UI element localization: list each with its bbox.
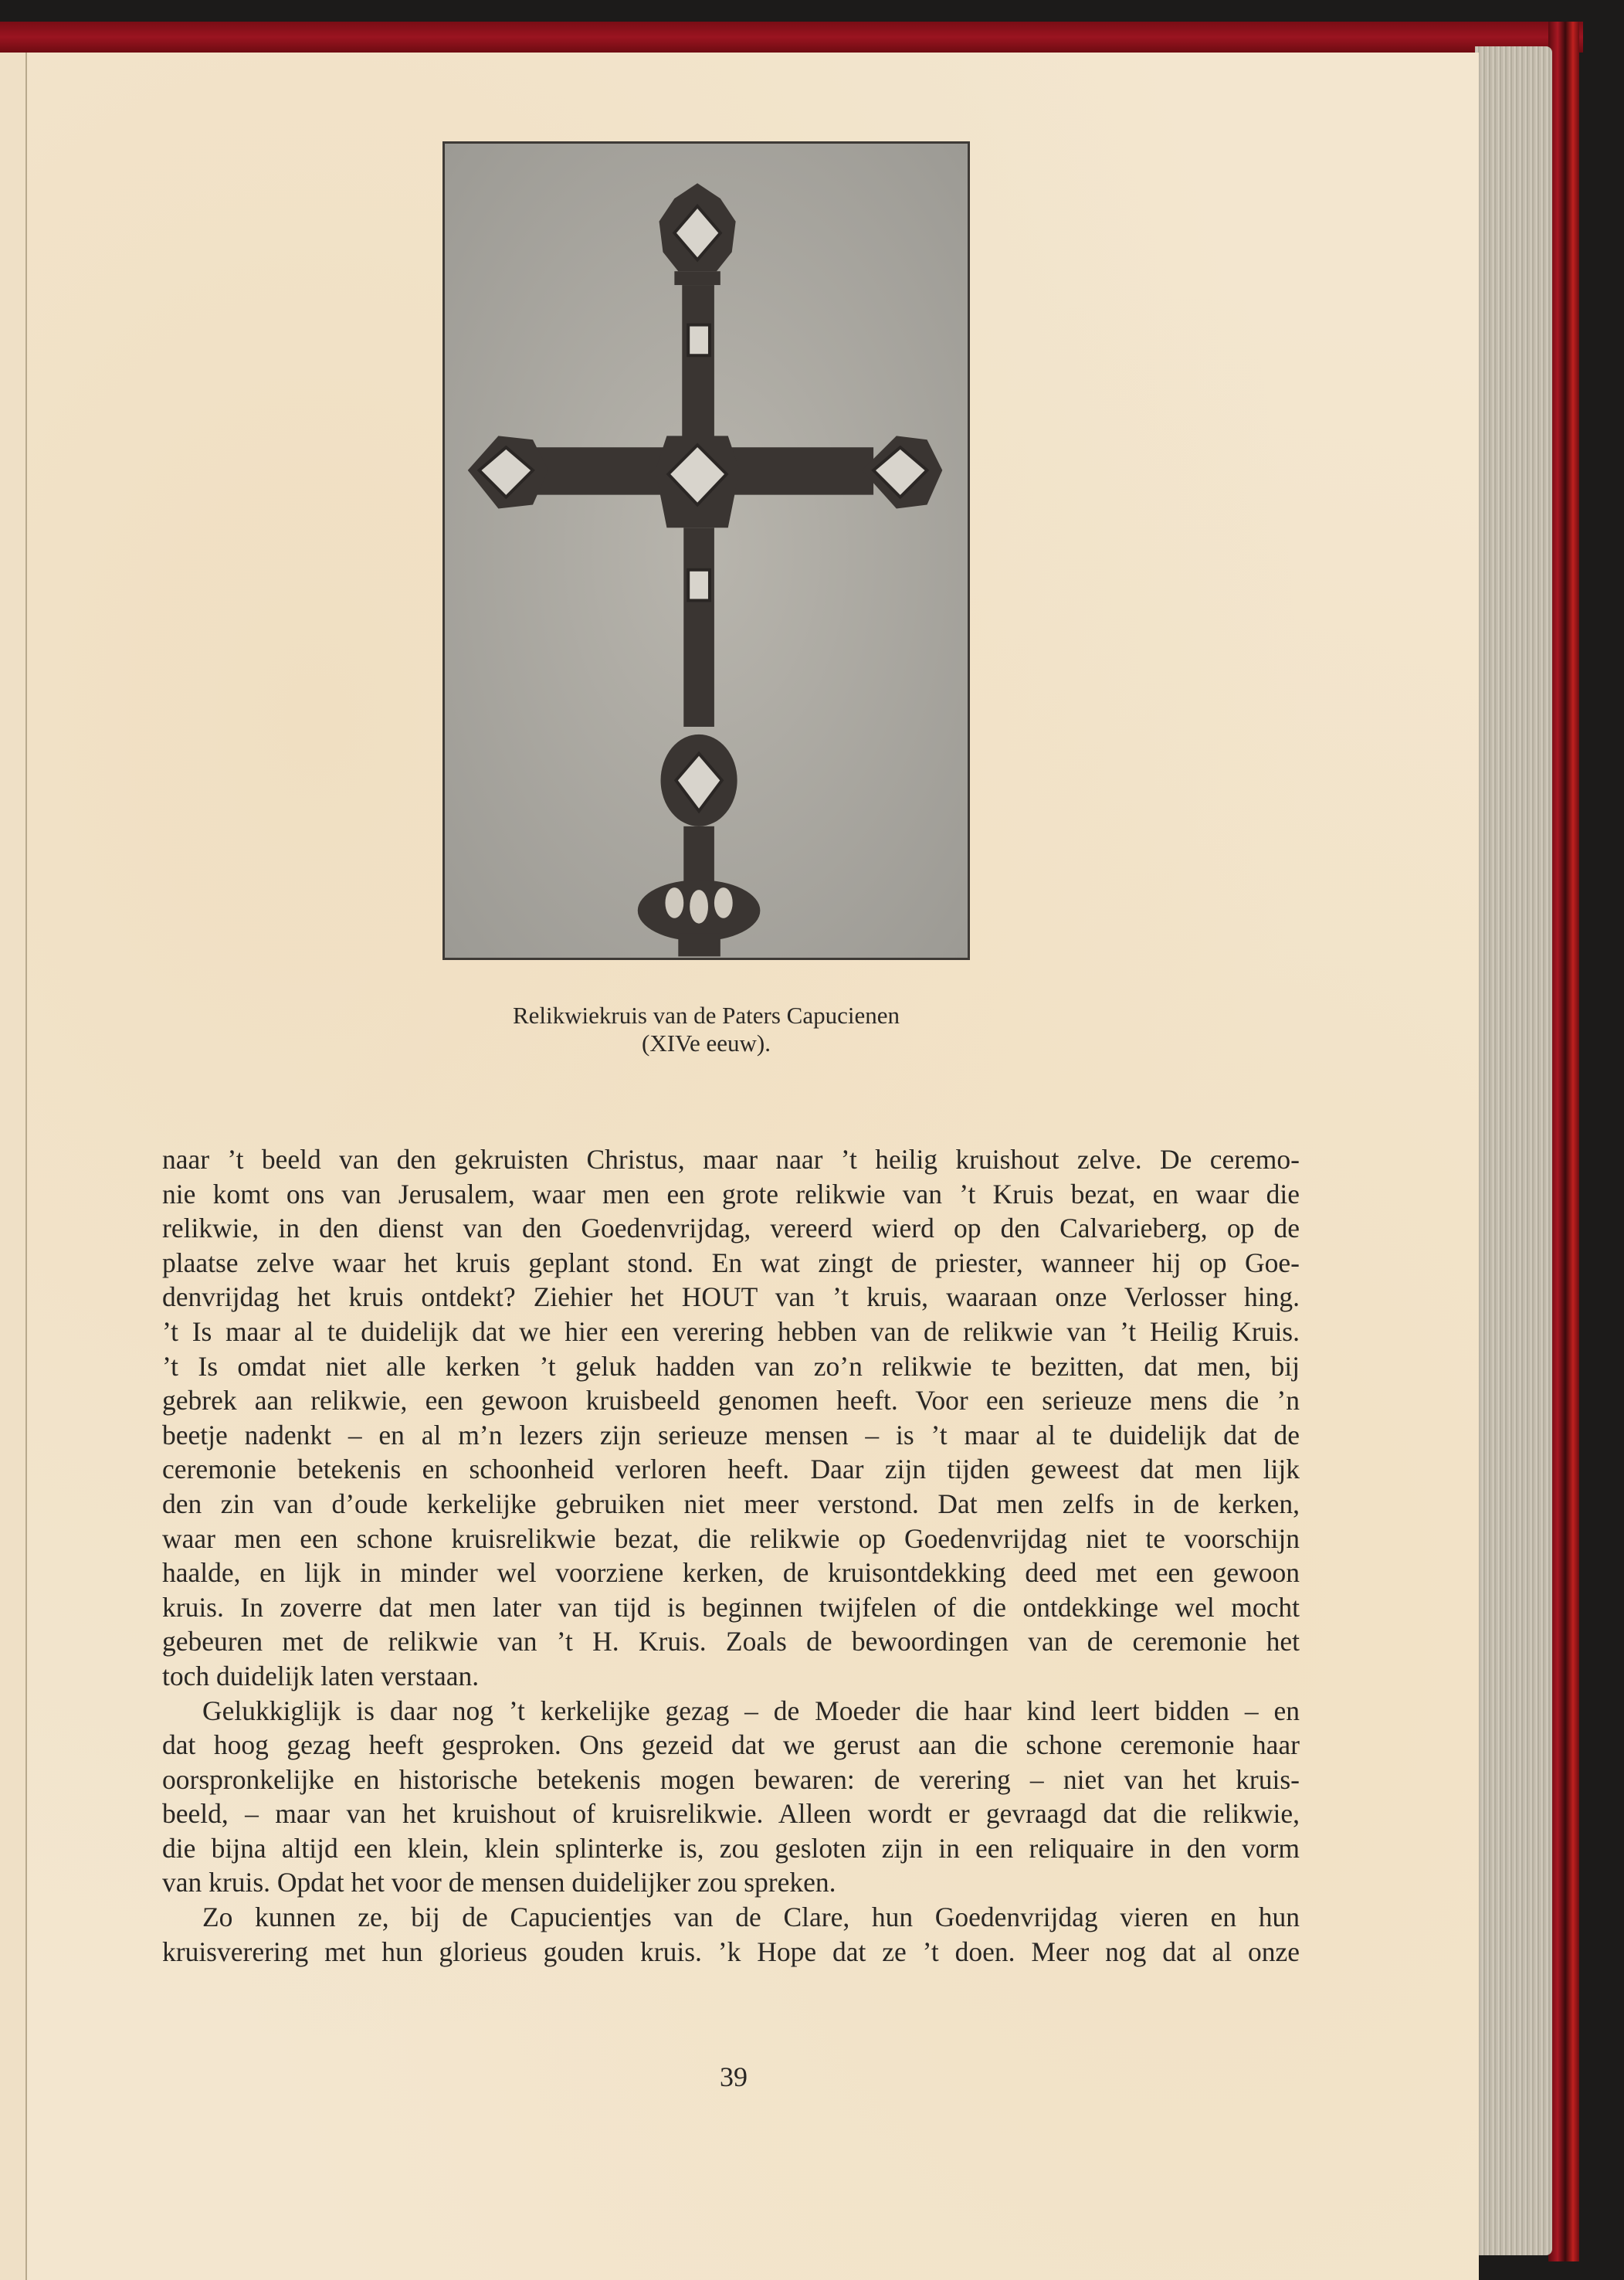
- book-cover-top: [0, 22, 1583, 53]
- text-line: nie komt ons van Jerusalem, waar men een grote relikwie van ’t Kruis bezat, en waar die: [162, 1178, 1300, 1210]
- text-line: van kruis. Opdat het voor de mensen duidelijker zou spreken.: [162, 1867, 836, 1898]
- reliquary-cross-illustration: [445, 144, 968, 958]
- text-line: kruis. In zoverre dat men later van tijd is beginnen twijfelen of die ontdekkinge wel mocht: [162, 1591, 1300, 1623]
- text-line: gebeuren met de relikwie van ’t H. Kruis. Zoals de bewoordingen van de ceremonie het: [162, 1626, 1300, 1657]
- text-line: dat hoog gezag heeft gesproken. Ons gezeid dat we gerust aan die schone ceremonie haar: [162, 1729, 1300, 1761]
- body-text: [162, 1142, 1300, 1969]
- text-line: naar ’t beeld van den gekruisten Christus, maar naar ’t heilig kruishout zelve. De ceremo-: [162, 1144, 1300, 1175]
- text-line: gebrek aan relikwie, een gewoon kruisbeeld genomen heeft. Voor een serieuze mens die ’n: [162, 1385, 1300, 1417]
- text-line: den zin van d’oude kerkelijke gebruiken niet meer verstond. Dat men zelfs in de kerken,: [162, 1488, 1300, 1519]
- text-line: oorspronkelijke en historische betekenis mogen bewaren: de verering – niet van het kruis-: [162, 1763, 1300, 1795]
- page-number: 39: [720, 2061, 748, 2092]
- figure-caption: [442, 1002, 970, 1057]
- text-line: relikwie, in den dienst van den Goedenvrijdag, vereerd wierd op den Calvarieberg, op de: [162, 1213, 1300, 1244]
- text-line: ’t Is maar al te duidelijk dat we hier een verering hebben van de relikwie van ’t Heilig Kruis.: [162, 1315, 1300, 1347]
- text-line: waar men een schone kruisrelikwie bezat, die relikwie op Goedenvrijdag niet te voorschijn: [162, 1522, 1300, 1554]
- text-line: ceremonie betekenis en schoonheid verloren heeft. Daar zijn tijden geweest dat men lijk: [162, 1454, 1300, 1485]
- caption-line-2: (XIVe eeuw).: [642, 1030, 771, 1057]
- text-line: Zo kunnen ze, bij de Capucientjes van de Clare, hun Goedenvrijdag vieren en hun: [202, 1902, 1300, 1933]
- text-line: plaatse zelve waar het kruis geplant stond. En wat zingt de priester, wanneer hij op Goe-: [162, 1247, 1300, 1278]
- text-line: beeld, – maar van het kruishout of kruisrelikwie. Alleen wordt er gevraagd dat die relikwie,: [162, 1798, 1300, 1830]
- text-line: beetje nadenkt – en al m’n lezers zijn serieuze mensen – is ’t maar al te duidelijk dat de: [162, 1419, 1300, 1450]
- text-line: haalde, en lijk in minder wel voorziene kerken, de kruisontdekking deed met een gewoon: [162, 1557, 1300, 1589]
- previous-page-edge: [0, 53, 27, 2280]
- text-line: Gelukkiglijk is daar nog ’t kerkelijke gezag – de Moeder die haar kind leert bidden – en: [202, 1695, 1300, 1726]
- cross-photograph: [442, 141, 970, 960]
- text-line: kruisverering met hun glorieus gouden kruis. ’k Hope dat ze ’t doen. Meer nog dat al onze: [162, 1936, 1300, 1967]
- book-cover-spine: [1548, 22, 1579, 2261]
- page-edges: [1475, 46, 1552, 2255]
- text-line: die bijna altijd een klein, klein splinterke is, zou gesloten zijn in een reliquaire in den vorm: [162, 1832, 1300, 1864]
- text-line: denvrijdag het kruis ontdekt? Ziehier het HOUT van ’t kruis, waaraan onze Verlosser hing.: [162, 1281, 1300, 1313]
- caption-line-1: Relikwiekruis van de Paters Capucienen: [512, 1002, 900, 1029]
- text-line: ’t Is omdat niet alle kerken ’t geluk hadden van zo’n relikwie te bezitten, dat men, bij: [162, 1350, 1300, 1382]
- text-line: toch duidelijk laten verstaan.: [162, 1660, 480, 1691]
